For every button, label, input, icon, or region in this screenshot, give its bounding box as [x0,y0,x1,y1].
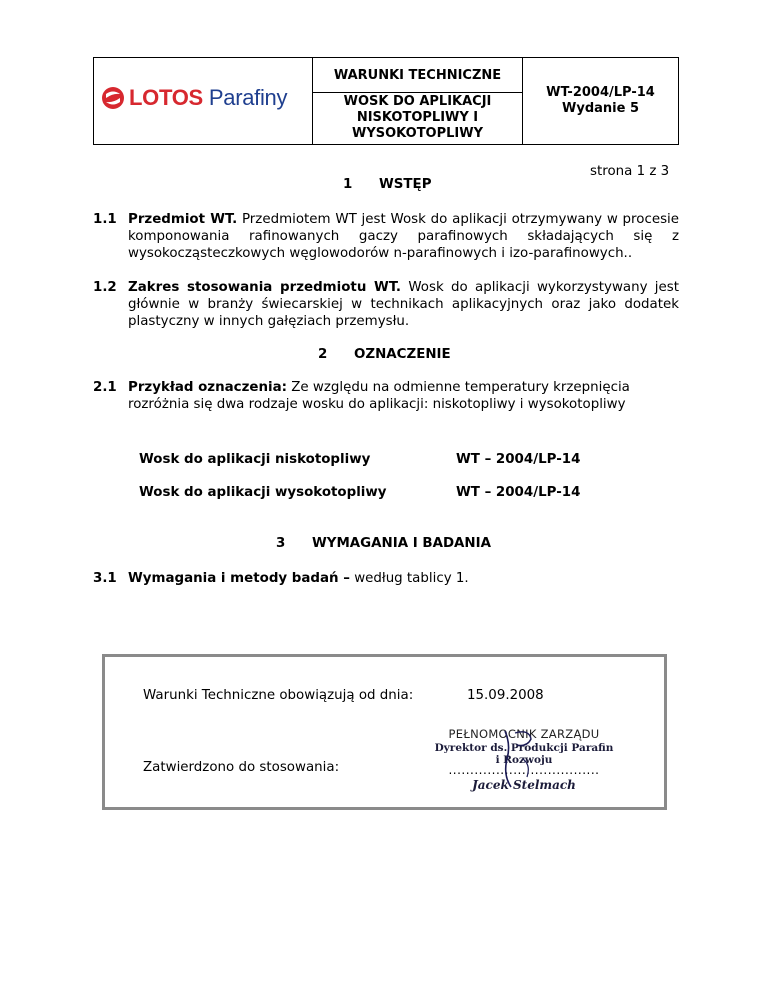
lotos-flower-icon [100,85,126,111]
approval-box [102,654,667,810]
edition: Wydanie 5 [562,101,639,116]
paragraph-2-1-number: 2.1 [93,380,117,395]
doc-code: WT-2004/LP-14 [546,85,655,100]
title-cell [313,58,523,144]
paragraph-1-2-lead: Zakres stosowania przedmiotu WT. [128,280,402,295]
brand-lotos: LOTOS [129,85,203,110]
code-cell [523,58,678,144]
approved-label: Zatwierdzono do stosowania: [143,760,340,775]
stamp-name: Jacek Stelmach [472,778,576,792]
paragraph-2-1-lead: Przykład oznaczenia: [128,380,287,395]
approval-stamp [419,727,629,792]
page-number: strona 1 z 3 [590,164,670,179]
valid-from-label: Warunki Techniczne obowiązują od dnia: [143,688,414,703]
product-code: WT – 2004/LP-14 [456,485,581,500]
section-2-title: OZNACZENIE [354,347,451,362]
stamp-position: Dyrektor ds. Produkcji Parafin [434,742,614,754]
product-code: WT – 2004/LP-14 [456,452,581,467]
paragraph-3-1-number: 3.1 [93,571,117,586]
paragraph-1-1-text: Przedmiotem WT jest Wosk do aplikacji otrzymywany w procesie komponowania rafinowanych gaczy parafinowych składających się z wysokocząsteczkowych węglowodorów n-parafinowych i izo-parafinowych.. [128,212,680,261]
document-header-table [93,57,679,145]
lotos-logo [100,85,287,111]
paragraph-1-2-number: 1.2 [93,280,117,295]
doc-type: WARUNKI TECHNICZNE [313,58,522,93]
section-3-heading [276,536,491,551]
product-name: Wosk do aplikacji wysokotopliwy [139,485,387,500]
paragraph-2-1 [93,379,679,413]
signature-dots: ................................... [448,763,600,777]
paragraph-1-1-number: 1.1 [93,212,117,227]
logo-cell [94,58,313,144]
paragraph-3-1 [93,570,679,587]
section-1-title: WSTĘP [379,177,432,192]
section-3-title: WYMAGANIA I BADANIA [312,536,491,551]
paragraph-1-2 [93,279,679,330]
paragraph-1-1 [93,211,679,262]
stamp-title: PEŁNOMOCNIK ZARZĄDU [448,727,600,741]
product-name: Wosk do aplikacji niskotopliwy [139,452,371,467]
valid-from-date: 15.09.2008 [467,688,544,703]
section-3-number: 3 [276,536,286,551]
stamp-position-2: i Rozwoju [495,754,553,766]
section-2-heading [318,347,451,362]
paragraph-2-1-text: Ze względu na odmienne temperatury krzepnięcia rozróżnia się dwa rodzaje wosku do aplikacji: niskotopliwy i wysokotopliwy [128,380,630,412]
section-1-heading [343,177,432,192]
paragraph-1-1-lead: Przedmiot WT. [128,212,238,227]
section-2-number: 2 [318,347,328,362]
paragraph-3-1-lead: Wymagania i metody badań – [128,571,350,586]
product-title: WOSK DO APLIKACJI NISKOTOPLIWY I WYSOKOTOPLIWY [343,94,492,141]
brand-parafiny: Parafiny [208,85,288,110]
paragraph-3-1-text: według tablicy 1. [349,571,469,586]
paragraph-1-2-text: Wosk do aplikacji wykorzystywany jest głównie w branży świecarskiej w technikach aplikacyjnych oraz jako dodatek plastyczny w innych gałęziach przemysłu. [128,280,679,329]
section-1-number: 1 [343,177,353,192]
